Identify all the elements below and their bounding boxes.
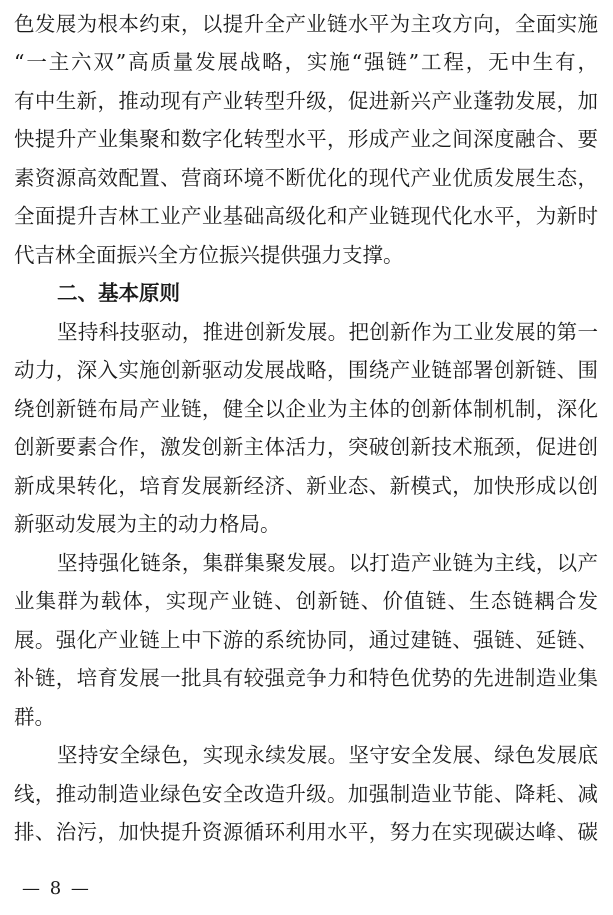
principle1-line: 创新要素合作，激发创新主体活力，突破创新技术瓶颈，促进创: [14, 435, 598, 459]
page-number: — 8 —: [22, 878, 91, 899]
intro-line: 有中生新，推动现有产业转型升级，促进新兴产业蓬勃发展，加: [14, 89, 598, 113]
principle1-line: 动力，深入实施创新驱动发展战略，围绕产业链部署创新链、围: [14, 358, 598, 382]
principle3-line: 线，推动制造业绿色安全改造升级。加强制造业节能、降耗、减: [14, 782, 598, 806]
intro-line: 代吉林全面振兴全方位振兴提供强力支撑。: [14, 243, 404, 267]
principle2-line: 坚持强化链条，集群集聚发展。以打造产业链为主线，以产: [57, 551, 598, 575]
principle3-line: 排、治污，加快提升资源循环利用水平，努力在实现碳达峰、碳: [14, 820, 598, 844]
section-heading: 二、基本原则: [57, 281, 180, 305]
intro-line: “一主六双”高质量发展战略，实施“强链”工程，无中生有，: [14, 50, 598, 74]
principle2-line: 业集群为载体，实现产业链、创新链、价值链、生态链耦合发: [14, 589, 598, 613]
principle2-line: 群。: [14, 705, 55, 729]
intro-line: 快提升产业集聚和数字化转型水平，形成产业之间深度融合、要: [14, 127, 598, 151]
principle2-line: 补链，培育发展一批具有较强竞争力和特色优势的先进制造业集: [14, 666, 598, 690]
principle2-line: 展。强化产业链上中下游的系统协同，通过建链、强链、延链、: [14, 628, 598, 652]
principle1-line: 绕创新链布局产业链，健全以企业为主体的创新体制机制，深化: [14, 397, 598, 421]
principle1-line: 坚持科技驱动，推进创新发展。把创新作为工业发展的第一: [57, 320, 598, 344]
intro-line: 素资源高效配置、营商环境不断优化的现代产业优质发展生态，: [14, 166, 598, 190]
principle1-line: 新驱动发展为主的动力格局。: [14, 512, 281, 536]
intro-line: 色发展为根本约束，以提升全产业链水平为主攻方向，全面实施: [14, 12, 598, 36]
principle1-line: 新成果转化，培育发展新经济、新业态、新模式，加快形成以创: [14, 474, 598, 498]
intro-line: 全面提升吉林工业产业基础高级化和产业链现代化水平，为新时: [14, 204, 598, 228]
principle3-line: 坚持安全绿色，实现永续发展。坚守安全发展、绿色发展底: [57, 743, 598, 767]
